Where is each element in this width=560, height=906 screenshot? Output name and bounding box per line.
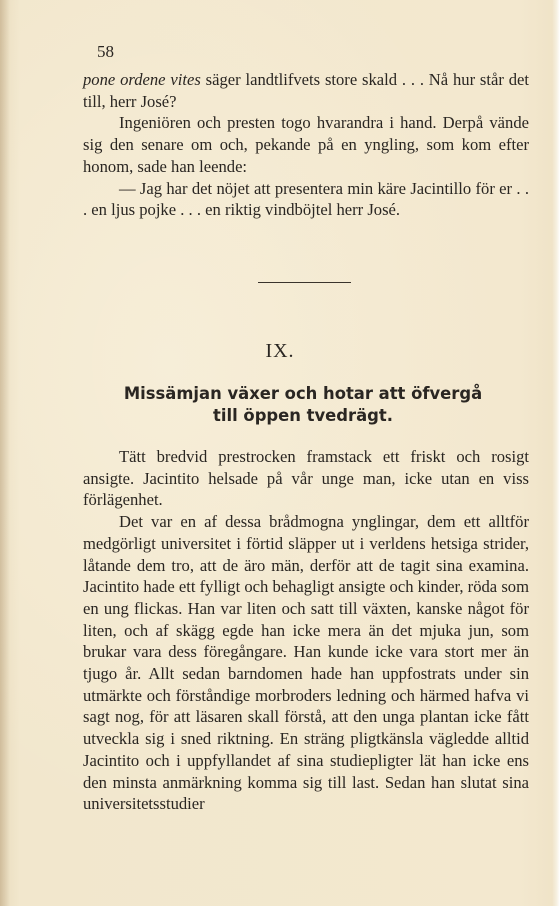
paragraph: Ingeniören och presten togo hvarandra i hand. Derpå vände sig den senare om och, pekande på en yngling, som kom efter honom, sade han leende:: [83, 113, 529, 176]
paragraph-text: säger landtlifvets store skald . . . Nå hur står det till, herr José?: [83, 70, 529, 111]
paragraph: [83, 69, 529, 112]
chapter-body: [83, 446, 529, 815]
chapter-number: IX.: [265, 340, 295, 362]
chapter-title-line: Missämjan växer och hotar att öfvergå: [123, 384, 483, 403]
page-edge: [552, 0, 560, 906]
continuation-text: [83, 69, 529, 221]
paragraph: Tätt bredvid prestrocken framstack ett friskt och rosigt ansigte. Jacintito helsade på vår unge man, icke utan en viss förlägenhet.: [83, 447, 529, 510]
binding-shadow: [0, 0, 10, 906]
section-divider: [258, 282, 351, 283]
chapter-title: [0, 383, 560, 427]
paragraph: — Jag har det nöjet att presentera min käre Jacintillo för er . . . en ljus pojke . . . en riktig vindböjtel herr José.: [83, 178, 529, 220]
italic-quote: pone ordene vites: [83, 70, 201, 89]
paragraph: Det var en af dessa brådmogna ynglingar, dem ett alltför medgörligt universitet i förtid släpper ut i verldens hetsiga strider, låtande dem tro, att de äro män, derför att de tagit sina examina. Jacintito hade ett fylligt och behagligt ansigte och kinder, röda som en ung flickas. Han var liten och satt till växten, kanske något för liten, och af skägg egde han icke mera än det mjuka jun, som brukar vara dess föregångare. Han kunde icke vara stort mer än tjugo år. Allt sedan barndomen hade han uppfostrats under sin utmärkte och förståndige morbroders ledning och härmed hafva vi sagt nog, för att läsaren skall förstå, att den unga plantan icke fått utveckla sig i sned riktning. En sträng pligtkänsla vägledde alltid Jacintito och i uppfyllandet af sina studiepligter lät han icke ens den minsta anmärkning komma sig till last. Sedan han slutat sina universitetsstudier: [83, 512, 529, 814]
chapter-title-line: till öppen tvedrägt.: [213, 406, 393, 425]
page-number: 58: [97, 42, 114, 61]
